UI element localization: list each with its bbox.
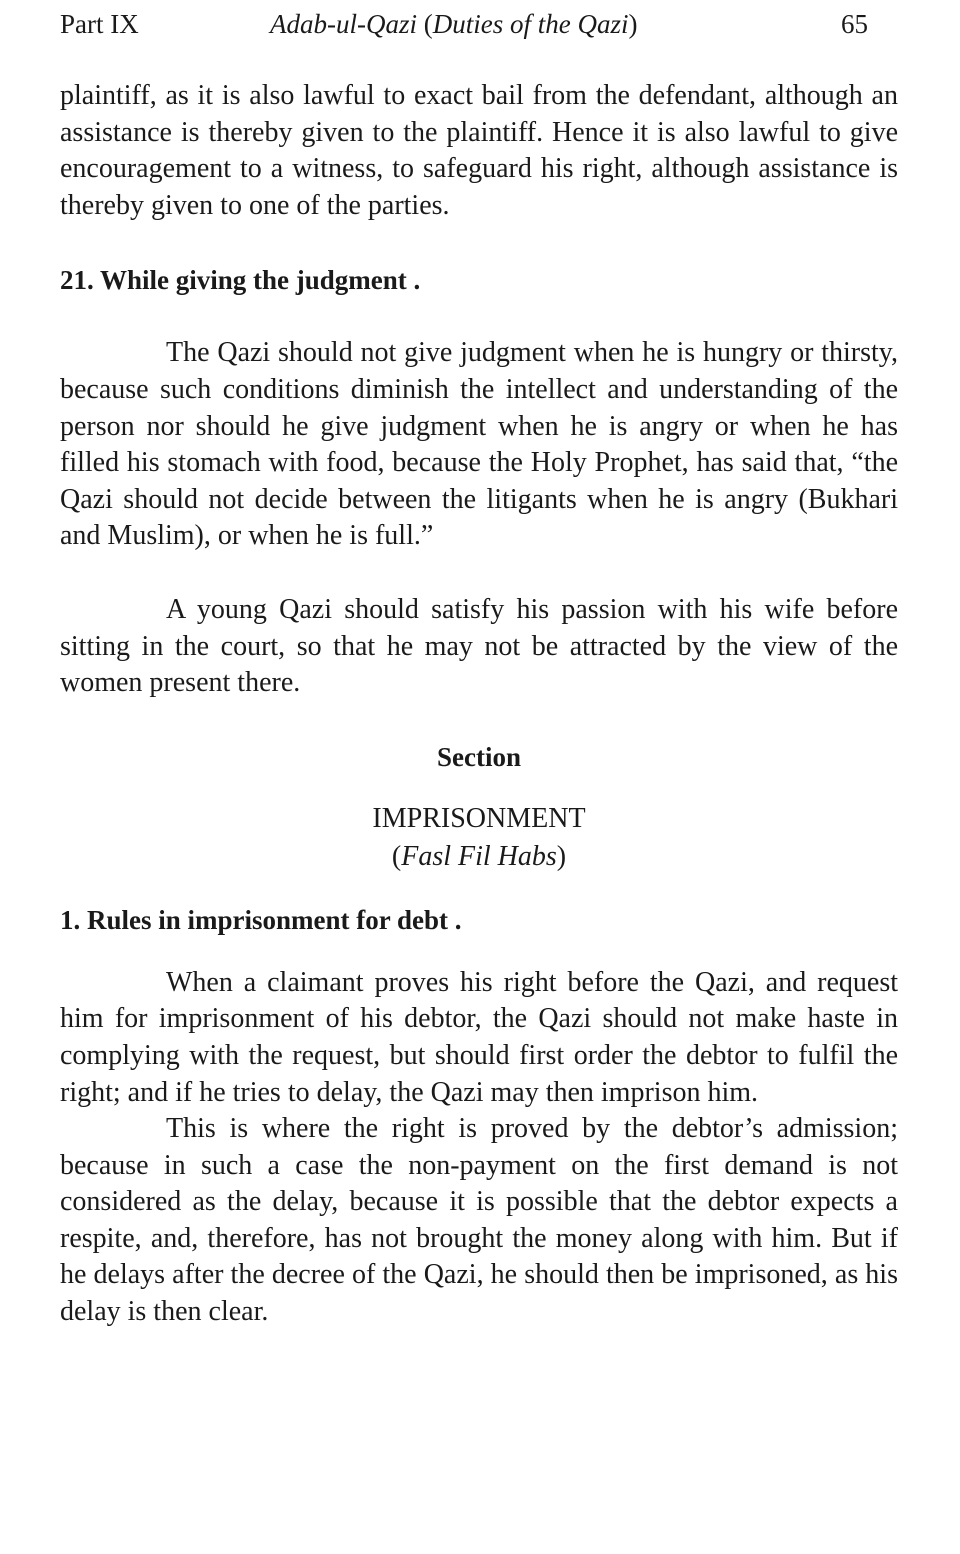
page-number: 65 (841, 9, 868, 39)
section-title: IMPRISONMENT (372, 802, 586, 834)
section-subtitle-paren-open: ( (391, 840, 402, 872)
chapter-title-paren-open: ( (423, 9, 433, 39)
running-header (60, 2, 898, 46)
section-label: Section (437, 741, 521, 772)
heading-21: 21. While giving the judgment . (60, 265, 421, 296)
chapter-title (270, 2, 637, 46)
chapter-title-sub: Duties of the Qazi (432, 9, 629, 39)
heading-1: 1. Rules in imprisonment for debt . (60, 904, 462, 935)
chapter-title-paren-close: ) (628, 9, 638, 39)
paragraph-judgment: The Qazi should not give judgment when he is hungry or thirsty, because such conditions diminish the intellect and understanding of the person nor should he give judgment when he is angry or when he has filled his stomach with food, because the Holy Prophet, has said that, “the Qazi should not decide between the litigants when he is angry (Bukhari and Muslim), or when he is full.” (60, 337, 898, 552)
section-subtitle (60, 838, 898, 876)
paragraph-continuation: plaintiff, as it is also lawful to exact bail from the defendant, although an assistance is thereby given to the plaintiff. Hence it is also lawful to give encouragement to a witness, to safeguard his right, although assistance is thereby given to one of the parties. (60, 80, 898, 221)
paragraph-claimant: When a claimant proves his right before the Qazi, and request him for imprisonment of his debtor, the Qazi should not make haste in complying with the request, but should first order the debtor to fulfil the right; and if he tries to delay, the Qazi may then imprison him. (60, 966, 898, 1108)
paragraph-young-qazi: A young Qazi should satisfy his passion with his wife before sitting in the court, so that he may not be attracted by the view of the women present there. (60, 593, 898, 699)
section-subtitle-paren-close: ) (556, 840, 567, 872)
document-page (60, 0, 898, 1331)
paragraph-admission: This is where the right is proved by the debtor’s admission; because in such a case the non-payment on the first demand is not considered as the delay, because it is possible that the debtor expects a respite, and, therefore, has not brought the money along with him. But if he delays after the decree of the Qazi, he should then be imprisoned, as his delay is then clear. (60, 1113, 898, 1328)
section-subtitle-text: Fasl Fil Habs (401, 840, 557, 872)
part-label: Part IX (60, 9, 139, 39)
chapter-title-main: Adab-ul-Qazi (270, 9, 417, 39)
